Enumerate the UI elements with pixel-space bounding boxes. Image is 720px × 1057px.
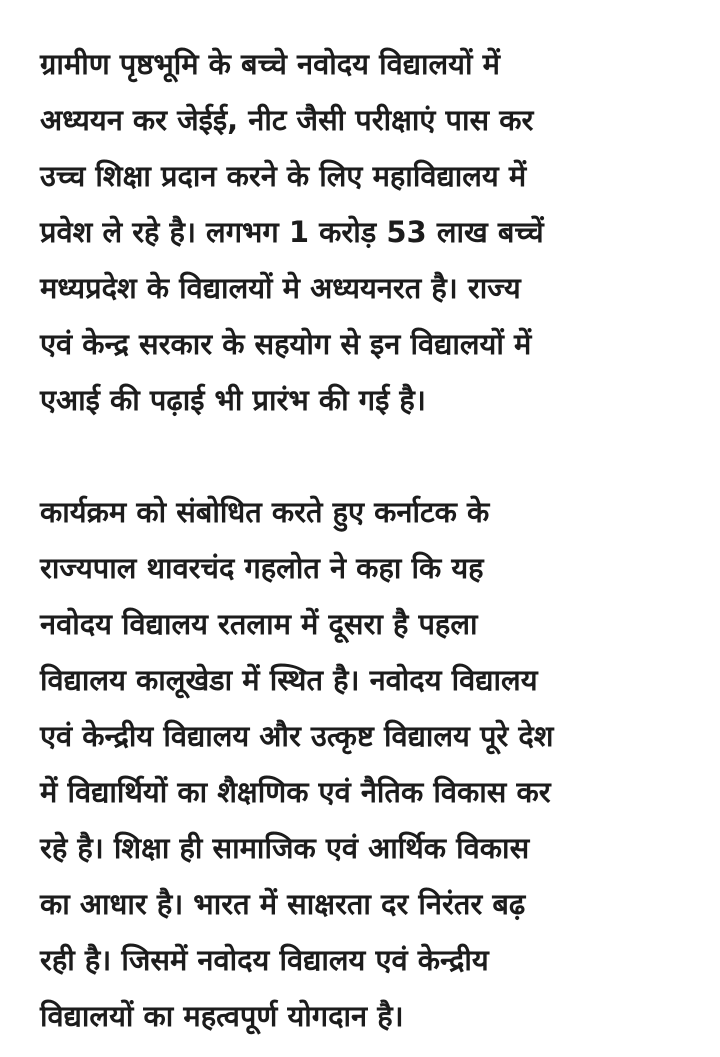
paragraph-line: एवं केन्द्रीय विद्यालय और उत्कृष्ट विद्यालय पूरे देश [40, 719, 554, 753]
paragraph-line: रहे है। शिक्षा ही सामाजिक एवं आर्थिक विकास [40, 831, 530, 865]
paragraph-2 [40, 484, 680, 1044]
paragraph-line: कार्यक्रम को संबोधित करते हुए कर्नाटक के [40, 495, 490, 529]
paragraph-line: मध्यप्रदेश के विद्यालयों मे अध्ययनरत है। राज्य [40, 271, 521, 305]
paragraph-line: राज्यपाल थावरचंद गहलोत ने कहा कि यह [40, 551, 484, 585]
paragraph-line: प्रवेश ले रहे है। लगभग 1 करोड़ 53 लाख बच्चें [40, 215, 544, 249]
paragraph-line: एवं केन्द्र सरकार के सहयोग से इन विद्यालयों में [40, 327, 532, 361]
paragraph-line: विद्यालयों का महत्वपूर्ण योगदान है। [40, 999, 404, 1033]
article-body [40, 36, 680, 1044]
paragraph-line: अध्ययन कर जेईई, नीट जैसी परीक्षाएं पास कर [40, 103, 534, 137]
paragraph-line: में विद्यार्थियों का शैक्षणिक एवं नैतिक विकास कर [40, 775, 551, 809]
paragraph-line: रही है। जिसमें नवोदय विद्यालय एवं केन्द्रीय [40, 943, 489, 977]
paragraph-1 [40, 36, 680, 428]
paragraph-line: नवोदय विद्यालय रतलाम में दूसरा है पहला [40, 607, 478, 641]
paragraph-line: एआई की पढ़ाई भी प्रारंभ की गई है। [40, 383, 426, 417]
paragraph-line: उच्च शिक्षा प्रदान करने के लिए महाविद्यालय में [40, 159, 527, 193]
paragraph-line: का आधार है। भारत में साक्षरता दर निरंतर बढ़ [40, 887, 526, 921]
paragraph-line: विद्यालय कालूखेडा में स्थित है। नवोदय विद्यालय [40, 663, 538, 697]
paragraph-line: ग्रामीण पृष्ठभूमि के बच्चे नवोदय विद्यालयों में [40, 47, 500, 81]
